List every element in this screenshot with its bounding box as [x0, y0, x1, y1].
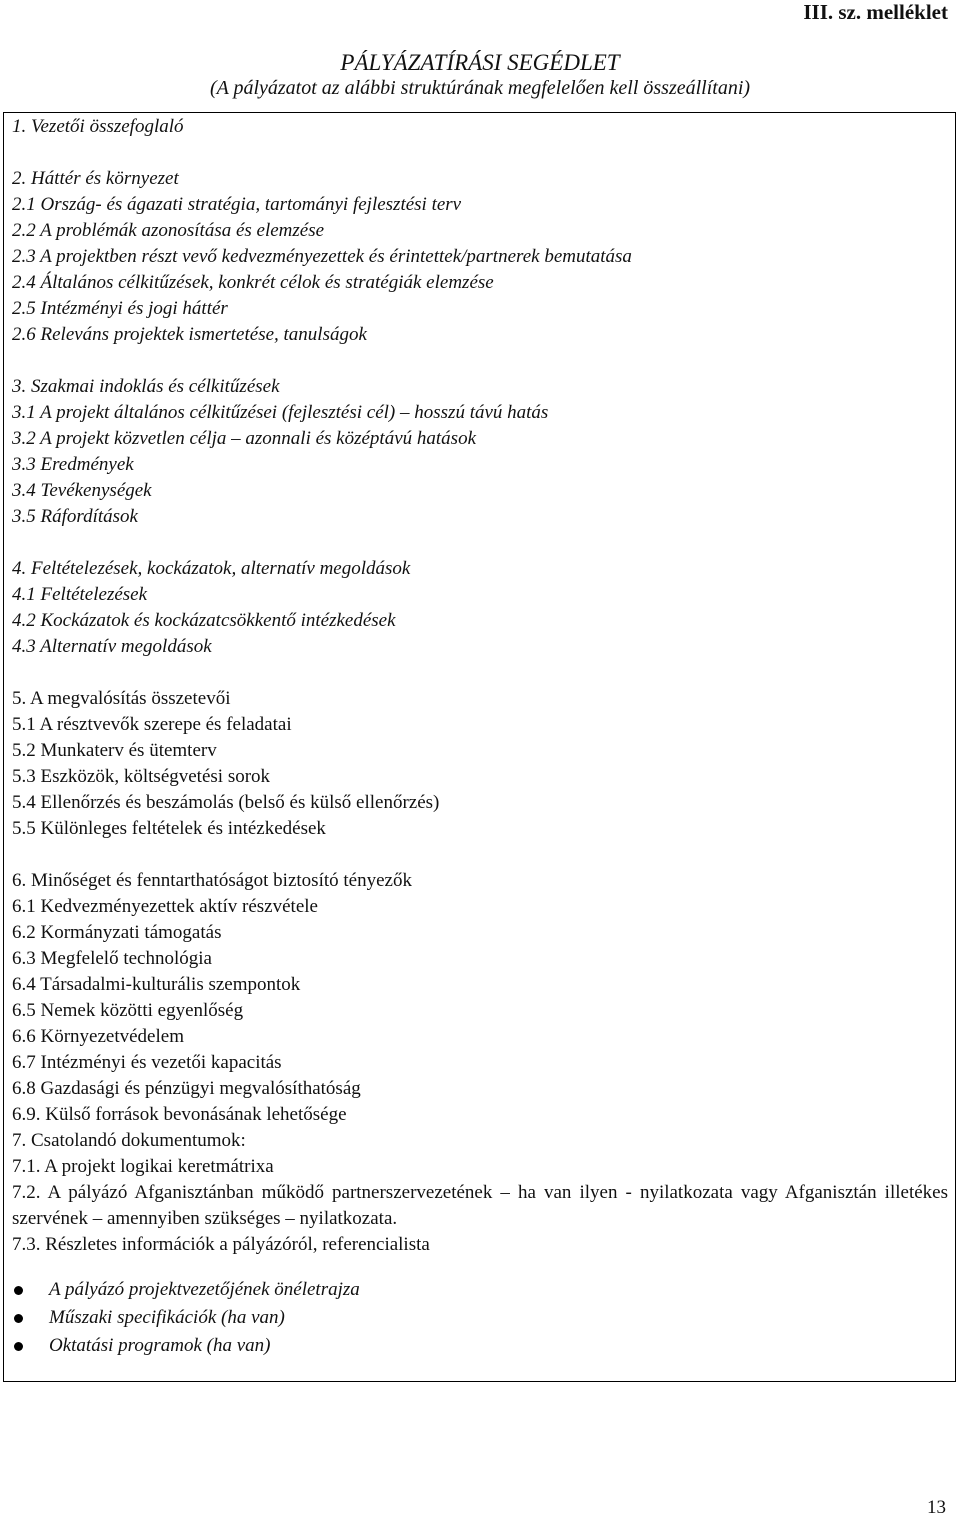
outline-item: 5.2 Munkaterv és ütemterv — [12, 740, 217, 761]
outline-item: 4.1 Feltételezések — [12, 584, 148, 605]
outline-item: 6.3 Megfelelő technológia — [12, 948, 212, 969]
title-block — [0, 50, 960, 100]
document-subtitle: (A pályázatot az alábbi struktúrának megfelelően kell összeállítani) — [209, 77, 751, 99]
outline-item: 4.3 Alternatív megoldások — [12, 636, 212, 657]
document-title: PÁLYÁZATÍRÁSI SEGÉDLET — [340, 50, 620, 75]
outline-item: 6.4 Társadalmi-kulturális szempontok — [12, 974, 301, 995]
outline-item: 6.7 Intézményi és vezetői kapacitás — [12, 1052, 282, 1073]
outline-item-7-2: 7.2. A pályázó Afganisztánban működő partnerszervezetének – ha van ilyen - nyilatkozata vagy Afganisztán illetékes szervének – amennyiben szükséges – nyilatkozata. — [12, 1182, 948, 1229]
bullet-icon — [14, 1314, 23, 1323]
outline-item: 6.5 Nemek közötti egyenlőség — [12, 1000, 244, 1021]
outline-item: 6.2 Kormányzati támogatás — [12, 922, 222, 943]
section-spacer — [12, 530, 948, 556]
outline-item: 2.2 A problémák azonosítása és elemzése — [12, 220, 325, 241]
section-spacer — [12, 348, 948, 374]
outline-item: 3.5 Ráfordítások — [12, 506, 138, 527]
section-heading: 1. Vezetői összefoglaló — [12, 116, 184, 137]
section-heading: 5. A megvalósítás összetevői — [12, 688, 231, 709]
section-spacer — [12, 660, 948, 686]
outline-item: 2.3 A projektben részt vevő kedvezményezettek és érintettek/partnerek bemutatása — [12, 246, 632, 267]
outline-item: 3.4 Tevékenységek — [12, 480, 152, 501]
outline-item: 3.2 A projekt közvetlen célja – azonnali és középtávú hatások — [12, 428, 476, 449]
attachment-bullet-item — [12, 1276, 948, 1304]
outline-item: 6.6 Környezetvédelem — [12, 1026, 184, 1047]
bullet-text: A pályázó projektvezetőjének önéletrajza — [49, 1279, 360, 1300]
outline-item: 3.3 Eredmények — [12, 454, 134, 475]
section-spacer — [12, 140, 948, 166]
bullet-icon — [14, 1342, 23, 1351]
page-number: 13 — [927, 1497, 946, 1518]
outline-item: 2.4 Általános célkitűzések, konkrét célok és stratégiák elemzése — [12, 272, 494, 293]
bullet-text: Műszaki specifikációk (ha van) — [49, 1307, 285, 1328]
outline-item: 7. Csatolandó dokumentumok: — [12, 1130, 246, 1151]
section-spacer — [12, 842, 948, 868]
outline-item: 5.4 Ellenőrzés és beszámolás (belső és külső ellenőrzés) — [12, 792, 440, 813]
outline-item: 7.1. A projekt logikai keretmátrixa — [12, 1156, 274, 1177]
outline-item: 6.8 Gazdasági és pénzügyi megvalósíthatóság — [12, 1078, 361, 1099]
bullet-text: Oktatási programok (ha van) — [49, 1335, 271, 1356]
outline-item: 3.1 A projekt általános célkitűzései (fejlesztési cél) – hosszú távú hatás — [12, 402, 549, 423]
outline-item: 6.1 Kedvezményezettek aktív részvétele — [12, 896, 318, 917]
attachment-bullet-item — [12, 1332, 948, 1360]
outline-item: 5.3 Eszközök, költségvetési sorok — [12, 766, 271, 787]
attachment-bullet-list — [12, 1276, 948, 1360]
bullet-icon — [14, 1286, 23, 1295]
outline-item: 2.1 Ország- és ágazati stratégia, tartományi fejlesztési terv — [12, 194, 462, 215]
outline-item: 6.9. Külső források bevonásának lehetősége — [12, 1104, 347, 1125]
outline-item: 5.1 A résztvevők szerepe és feladatai — [12, 714, 292, 735]
annex-label: III. sz. melléklet — [803, 0, 948, 24]
outline-item-7-3: 7.3. Részletes információk a pályázóról, referencialista — [12, 1234, 430, 1255]
attachment-bullet-item — [12, 1304, 948, 1332]
section-heading: 4. Feltételezések, kockázatok, alternatív megoldások — [12, 558, 411, 579]
outline-item: 2.6 Releváns projektek ismertetése, tanulságok — [12, 324, 367, 345]
section-heading: 3. Szakmai indoklás és célkitűzések — [12, 376, 280, 397]
outline-item: 4.2 Kockázatok és kockázatcsökkentő intézkedések — [12, 610, 396, 631]
outline-sections — [12, 114, 948, 1180]
outline-item: 5.5 Különleges feltételek és intézkedések — [12, 818, 326, 839]
outline-content — [12, 114, 948, 1360]
outline-item: 2.5 Intézményi és jogi háttér — [12, 298, 228, 319]
section-heading: 2. Háttér és környezet — [12, 168, 179, 189]
section-heading: 6. Minőséget és fenntarthatóságot biztosító tényezők — [12, 870, 412, 891]
